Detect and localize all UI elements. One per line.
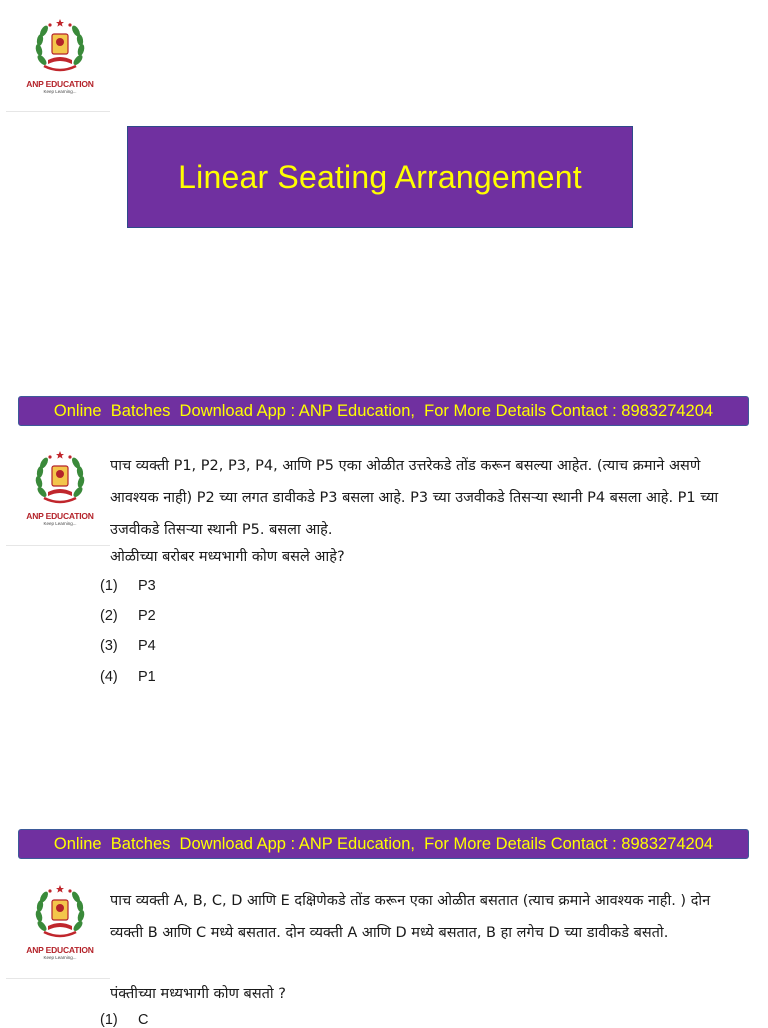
anp-logo-q1 <box>18 448 102 526</box>
banner-text: Online Batches Download App : ANP Education, For More Details Contact : 8983274204 <box>53 834 714 853</box>
logo-tagline: Keep Learning... <box>43 955 77 960</box>
title-box <box>127 126 633 228</box>
logo-brand-text: ANP EDUCATION <box>26 79 94 89</box>
question-1-option[interactable]: (2) P2 <box>100 608 156 624</box>
question-1-text: पाच व्यक्ती P1, P2, P3, P4, आणि P5 एका ओळीत उत्तरेकडे तोंड करून बसल्या आहेत. (त्याच क्रमाने असणे आवश्यक नाही) P2 च्या लगत डावीकडे P3 बसला आहे. P3 च्या उजवीकडे तिसऱ्या स्थानी P4 बसला आहे. P1 च्या उजवीकडे तिसऱ्या स्थानी P5. बसला आहे. <box>110 458 719 538</box>
contact-banner <box>18 829 749 859</box>
logo-divider <box>6 978 110 979</box>
question-1-option[interactable]: (1) P3 <box>100 578 156 594</box>
contact-banner <box>18 396 749 426</box>
anp-logo-top <box>18 16 102 94</box>
question-1-option[interactable]: (3) P4 <box>100 638 156 654</box>
laurel-emblem-icon <box>32 448 88 510</box>
logo-divider <box>6 111 110 112</box>
logo-brand-text: ANP EDUCATION <box>26 511 94 521</box>
question-1-option[interactable]: (4) P1 <box>100 669 156 685</box>
page-title: Linear Seating Arrangement <box>178 158 582 195</box>
logo-tagline: Keep Learning... <box>43 89 77 94</box>
banner-text: Online Batches Download App : ANP Education, For More Details Contact : 8983274204 <box>53 401 714 420</box>
question-2-ask: पंक्तीच्या मध्यभागी कोण बसतो ? <box>110 986 286 1002</box>
question-2-option[interactable]: (1) C <box>100 1012 149 1028</box>
anp-logo-q2 <box>18 882 102 960</box>
question-2-text: पाच व्यक्ती A, B, C, D आणि E दक्षिणेकडे तोंड करून एका ओळीत बसतात (त्याच क्रमाने आवश्यक नाही. ) दोन व्यक्ती B आणि C मध्ये बसतात. दोन व्यक्ती A आणि D मध्ये बसतात, B हा लगेच D च्या डावीकडे बसतो. <box>110 893 711 941</box>
logo-divider <box>6 545 110 546</box>
question-1-ask: ओळीच्या बरोबर मध्यभागी कोण बसले आहे? <box>110 549 345 565</box>
laurel-emblem-icon <box>32 882 88 944</box>
logo-tagline: Keep Learning... <box>43 521 77 526</box>
laurel-emblem-icon <box>32 16 88 78</box>
logo-brand-text: ANP EDUCATION <box>26 945 94 955</box>
